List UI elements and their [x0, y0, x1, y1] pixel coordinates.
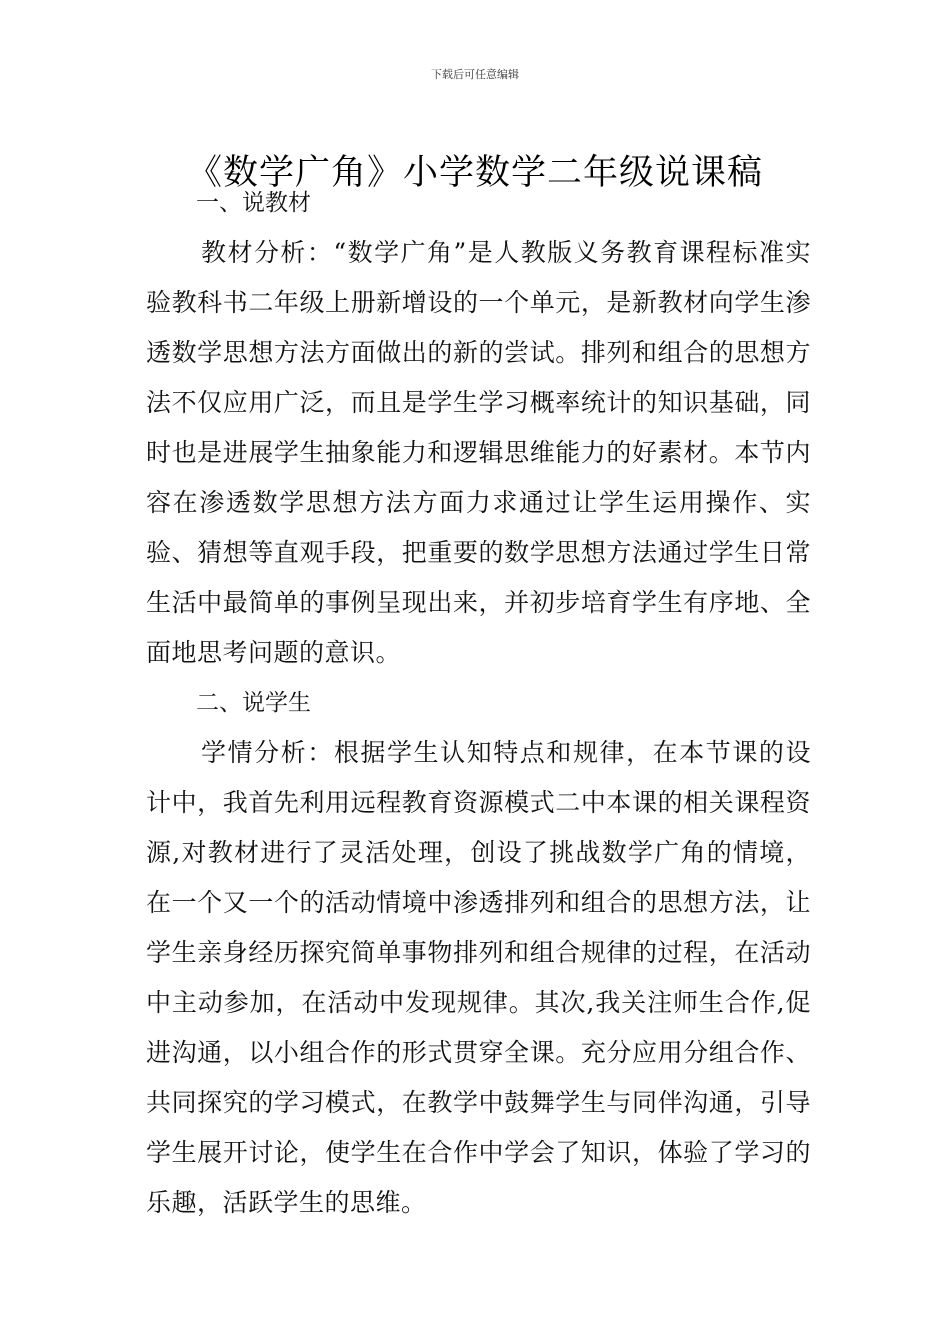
section-paragraph: 学情分析：根据学生认知特点和规律，在本节课的设计中，我首先利用远程教育资源模式二中本课的相关课程资源,对教材进行了灵活处理，创设了挑战数学广角的情境，在一个又一个的活动情境中渗透排列和组合的思想方法，让学生亲身经历探究简单事物排列和组合规律的过程，在活动中主动参加，在活动中发现规律。其次,我关注师生合作,促进沟通，以小组合作的形式贯穿全课。充分应用分组合作、共同探究的学习模式，在教学中鼓舞学生与同伴沟通，引导学生展开讨论，使学生在合作中学会了知识，体验了学习的乐趣，活跃学生的思维。 [146, 738, 811, 1217]
section-heading: 二、说学生 [196, 690, 311, 716]
document-body [146, 178, 811, 1228]
document-title: 《数学广角》小学数学二年级说课稿 [186, 153, 763, 194]
section-textbook [146, 178, 811, 678]
section-heading: 一、说教材 [196, 190, 311, 216]
section-paragraph: 教材分析：“数学广角”是人教版义务教育课程标准实验教科书二年级上册新增设的一个单元，是新教材向学生渗透数学思想方法方面做出的新的尝试。排列和组合的思想方法不仅应用广泛，而且是学生学习概率统计的知识基础，同时也是进展学生抽象能力和逻辑思维能力的好素材。本节内容在渗透数学思想方法方面力求通过让学生运用操作、实验、猜想等直观手段，把重要的数学思想方法通过学生日常生活中最简单的事例呈现出来，并初步培育学生有序地、全面地思考问题的意识。 [146, 238, 811, 667]
header-note: 下载后可任意编辑 [431, 68, 519, 81]
section-students [146, 678, 811, 1228]
